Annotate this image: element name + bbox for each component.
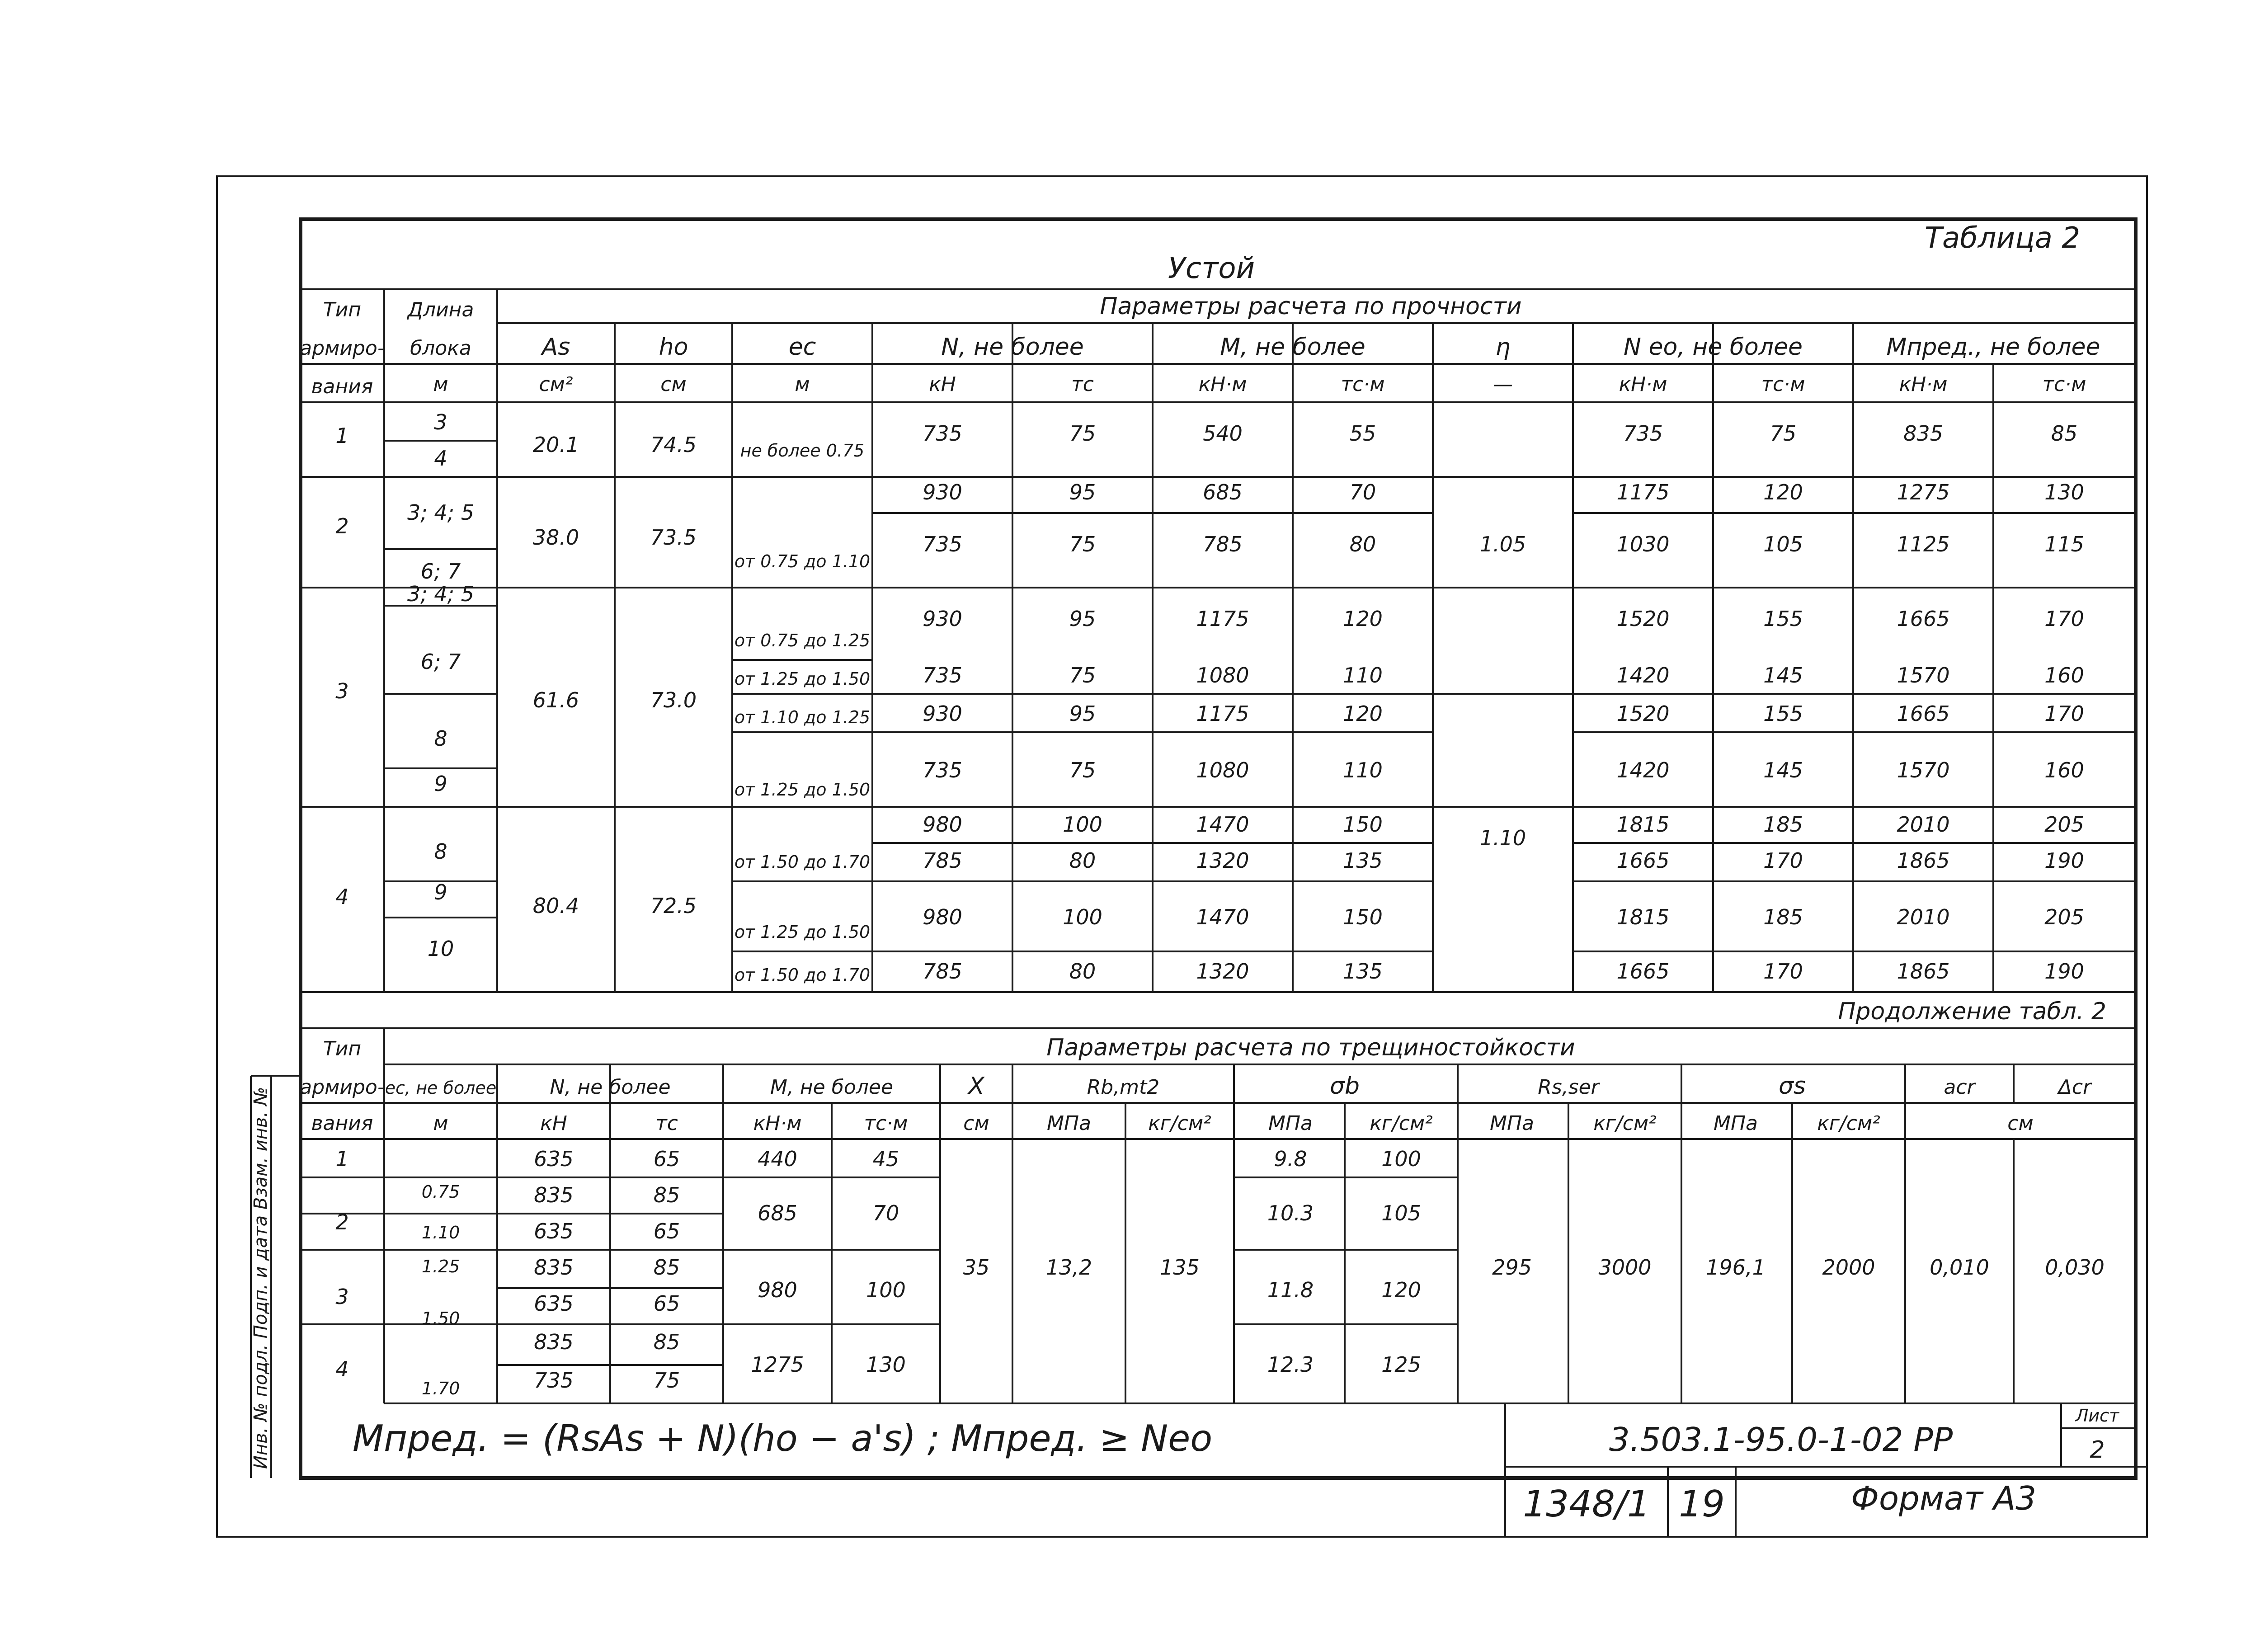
unit-cell: МПа	[1046, 1112, 1092, 1135]
svg-text:X: X	[968, 1073, 984, 1100]
ec-cell: 1.10	[421, 1223, 460, 1243]
value-cell: 1320	[1196, 959, 1249, 984]
unit-cell: кН·м	[753, 1112, 802, 1135]
strength-table-units	[433, 373, 2086, 396]
value-cell: 160	[2044, 663, 2084, 687]
length-cell: 8	[434, 726, 447, 751]
sheet-label: Лист	[2075, 1406, 2119, 1426]
type-cell: 2	[335, 514, 349, 538]
value-cell: 170	[2044, 701, 2084, 726]
ec-cell: от 0.75 до 1.25	[734, 631, 871, 650]
value-cell: 735	[923, 758, 962, 782]
sb-cell: 100	[1381, 1147, 1421, 1171]
strength-table-body	[335, 410, 2084, 985]
value-cell: 1470	[1196, 812, 1249, 837]
table-title: Устой	[1168, 252, 1255, 285]
value-cell: 785	[923, 848, 962, 873]
svg-text:армиро-: армиро-	[300, 337, 385, 360]
unit-cell: кН·м	[1198, 373, 1247, 396]
value-cell: 130	[2044, 480, 2084, 504]
eta-cell: 1.10	[1479, 826, 1526, 850]
svg-text:Δcr: Δcr	[2058, 1076, 2091, 1099]
length-cell: 4	[434, 446, 447, 471]
value-cell: 75	[1069, 532, 1096, 556]
n-cell: 65	[653, 1147, 680, 1171]
value-cell: 1175	[1196, 607, 1249, 631]
m-cell: 45	[872, 1147, 899, 1171]
value-cell: 95	[1069, 701, 1096, 726]
value-cell: 1570	[1897, 663, 1950, 687]
ho-cell: 73.5	[650, 525, 697, 550]
unit-cell: м	[795, 373, 810, 396]
sheet-border	[217, 176, 2147, 1537]
rb-cell: 135	[1160, 1255, 1200, 1280]
value-cell: 205	[2044, 905, 2084, 929]
unit-cell: тс	[1071, 373, 1094, 396]
length-cell: 6; 7	[420, 559, 461, 584]
type-cell: 4	[335, 885, 349, 909]
value-cell: 1275	[1897, 480, 1950, 504]
value-cell: 205	[2044, 812, 2084, 837]
value-cell: 930	[923, 480, 962, 504]
value-cell: 110	[1343, 663, 1383, 687]
svg-text:вания: вания	[311, 375, 373, 398]
n-cell: 635	[534, 1291, 574, 1316]
n-cell: 635	[534, 1219, 574, 1243]
ec-cell: от 1.50 до 1.70	[734, 852, 871, 872]
unit-cell: МПа	[1489, 1112, 1535, 1135]
value-cell: 1320	[1196, 848, 1249, 873]
value-cell: 100	[1063, 905, 1102, 929]
ec-cell: от 1.10 до 1.25	[734, 707, 871, 727]
ec-cell: от 1.25 до 1.50	[734, 780, 871, 800]
n-cell: 635	[534, 1147, 574, 1171]
svg-text:ec, не более: ec, не более	[385, 1078, 497, 1098]
side-label: Инв. № подл. Подп. и дата Взам. инв. №	[250, 1087, 271, 1469]
value-cell: 1125	[1897, 532, 1950, 556]
ec-cell: 1.25	[421, 1257, 460, 1276]
svg-text:M, не более: M, не более	[1220, 334, 1365, 361]
doc-code: 3.503.1-95.0-1-02 РР	[1609, 1421, 1953, 1459]
value-cell: 120	[1763, 480, 1803, 504]
n-cell: 85	[653, 1183, 680, 1207]
value-cell: 80	[1349, 532, 1376, 556]
sb-cell: 120	[1381, 1278, 1421, 1302]
unit-cell: тс	[655, 1112, 678, 1135]
value-cell: 735	[923, 532, 962, 556]
unit-cell: кН	[929, 373, 956, 396]
acr-cell: 0,010	[1930, 1255, 1989, 1280]
value-cell: 80	[1069, 959, 1096, 984]
ec-cell: 0.75	[421, 1182, 460, 1202]
unit-cell: см	[2007, 1112, 2034, 1135]
value-cell: 75	[1069, 758, 1096, 782]
ec-cell: 1.70	[421, 1379, 460, 1398]
n-cell: 835	[534, 1330, 574, 1354]
value-cell: 1420	[1616, 758, 1670, 782]
sb-cell: 105	[1381, 1201, 1421, 1225]
value-cell: 1420	[1616, 663, 1670, 687]
value-cell: 785	[1203, 532, 1243, 556]
value-cell: 190	[2044, 959, 2084, 984]
m-cell: 440	[758, 1147, 797, 1171]
ss-cell: 196,1	[1706, 1255, 1766, 1280]
svg-text:Длина: Длина	[407, 298, 474, 321]
format-label: Формат А3	[1850, 1479, 2037, 1517]
unit-cell: тс·м	[2042, 373, 2086, 396]
unit-cell: тс·м	[864, 1112, 908, 1135]
continuation-label: Продолжение табл. 2	[1838, 998, 2106, 1025]
type-cell: 3	[335, 679, 349, 703]
length-cell: 9	[434, 880, 447, 904]
n-cell: 835	[534, 1255, 574, 1280]
unit-cell: кН·м	[1619, 373, 1667, 396]
unit-cell: тс·м	[1761, 373, 1805, 396]
m-cell: 685	[758, 1201, 797, 1225]
n-cell: 65	[653, 1291, 680, 1316]
length-cell: 8	[434, 839, 447, 864]
value-cell: 2010	[1897, 905, 1950, 929]
svg-text:M, не более: M, не более	[770, 1076, 894, 1099]
value-cell: 150	[1343, 812, 1383, 837]
as-cell: 20.1	[532, 433, 579, 457]
value-cell: 55	[1349, 421, 1376, 446]
m-cell: 100	[866, 1278, 906, 1302]
ss-cell: 2000	[1822, 1255, 1875, 1280]
strength-header: Параметры расчета по прочности	[1100, 293, 1522, 320]
sb-cell: 125	[1381, 1352, 1421, 1377]
ec-cell: не более 0.75	[740, 441, 865, 461]
value-cell: 190	[2044, 848, 2084, 873]
value-cell: 160	[2044, 758, 2084, 782]
sb-cell: 12.3	[1267, 1352, 1314, 1377]
value-cell: 1570	[1897, 758, 1950, 782]
as-cell: 38.0	[532, 525, 579, 550]
n-cell: 835	[534, 1183, 574, 1207]
n-cell: 65	[653, 1219, 680, 1243]
length-cell: 9	[434, 772, 447, 796]
value-cell: 785	[923, 959, 962, 984]
length-cell: 3; 4; 5	[407, 500, 475, 525]
ho-cell: 74.5	[650, 433, 697, 457]
value-cell: 135	[1343, 959, 1383, 984]
value-cell: 155	[1763, 607, 1803, 631]
value-cell: 185	[1763, 812, 1803, 837]
ho-cell: 72.5	[650, 894, 697, 918]
unit-cell: см²	[539, 373, 573, 396]
unit-cell: —	[1493, 373, 1513, 396]
value-cell: 1520	[1616, 607, 1670, 631]
svg-text:As: As	[541, 334, 570, 361]
value-cell: 980	[923, 905, 962, 929]
value-cell: 100	[1063, 812, 1102, 837]
value-cell: 1175	[1616, 480, 1670, 504]
value-cell: 685	[1203, 480, 1243, 504]
formula: Мпред. = (RsAs + N)(ho − a's) ; Мпред. ≥ Neo	[353, 1417, 1213, 1459]
value-cell: 145	[1763, 663, 1803, 687]
value-cell: 75	[1069, 421, 1096, 446]
value-cell: 735	[923, 421, 962, 446]
unit-cell: кН·м	[1899, 373, 1948, 396]
value-cell: 75	[1770, 421, 1797, 446]
value-cell: 2010	[1897, 812, 1950, 837]
m-cell: 1275	[751, 1352, 804, 1377]
svg-text:N eo, не более: N eo, не более	[1624, 334, 1803, 361]
type-cell: 4	[335, 1357, 349, 1381]
crack-header: Параметры расчета по трещиностойкости	[1046, 1034, 1575, 1061]
svg-text:σs: σs	[1778, 1073, 1806, 1100]
dcr-cell: 0,030	[2045, 1255, 2105, 1280]
value-cell: 110	[1343, 758, 1383, 782]
value-cell: 75	[1069, 663, 1096, 687]
svg-text:Тип: Тип	[323, 1037, 362, 1060]
rs-cell: 295	[1492, 1255, 1532, 1280]
svg-text:η: η	[1495, 334, 1511, 361]
value-cell: 1175	[1196, 701, 1249, 726]
value-cell: 85	[2051, 421, 2078, 446]
sheet-number: 2	[2090, 1436, 2105, 1464]
length-cell: 10	[427, 937, 454, 961]
type-cell: 1	[335, 1147, 349, 1171]
length-cell: 6; 7	[420, 650, 461, 674]
svg-text:N, не более: N, не более	[550, 1076, 671, 1099]
ec-cell: от 1.50 до 1.70	[734, 965, 871, 985]
archive-number: 1348/1	[1523, 1483, 1650, 1525]
ec-cell: 1.50	[421, 1308, 460, 1328]
svg-text:Тип: Тип	[323, 298, 362, 321]
length-cell: 3; 4; 5	[407, 582, 475, 606]
sb-cell: 10.3	[1267, 1201, 1314, 1225]
value-cell: 835	[1903, 421, 1943, 446]
n-cell: 735	[534, 1368, 574, 1393]
m-cell: 130	[866, 1352, 906, 1377]
value-cell: 930	[923, 607, 962, 631]
value-cell: 930	[923, 701, 962, 726]
value-cell: 1520	[1616, 701, 1670, 726]
value-cell: 540	[1203, 421, 1243, 446]
svg-text:ho: ho	[659, 334, 688, 361]
m-cell: 70	[872, 1201, 899, 1225]
value-cell: 80	[1069, 848, 1096, 873]
rb-cell: 13,2	[1045, 1255, 1092, 1280]
value-cell: 1665	[1616, 959, 1670, 984]
type-cell: 1	[335, 424, 349, 448]
unit-cell: тс·м	[1341, 373, 1385, 396]
x-cell: 35	[963, 1255, 990, 1280]
unit-cell: кг/см²	[1817, 1112, 1880, 1135]
unit-cell: МПа	[1713, 1112, 1758, 1135]
sb-cell: 11.8	[1267, 1278, 1314, 1302]
value-cell: 70	[1349, 480, 1376, 504]
value-cell: 1865	[1897, 959, 1950, 984]
svg-text:N, не более: N, не более	[941, 334, 1084, 361]
value-cell: 1080	[1196, 663, 1249, 687]
value-cell: 120	[1343, 607, 1383, 631]
value-cell: 105	[1763, 532, 1803, 556]
value-cell: 155	[1763, 701, 1803, 726]
as-cell: 61.6	[532, 688, 579, 712]
eta-cell: 1.05	[1479, 532, 1526, 556]
unit-cell: см	[963, 1112, 989, 1135]
value-cell: 735	[923, 663, 962, 687]
value-cell: 95	[1069, 607, 1096, 631]
unit-cell: кг/см²	[1370, 1112, 1433, 1135]
svg-text:вания: вания	[311, 1112, 373, 1135]
value-cell: 95	[1069, 480, 1096, 504]
value-cell: 115	[2044, 532, 2084, 556]
table-label: Таблица 2	[1924, 221, 2081, 255]
page-number: 19	[1679, 1483, 1725, 1525]
value-cell: 1665	[1897, 701, 1950, 726]
n-cell: 85	[653, 1255, 680, 1280]
value-cell: 135	[1343, 848, 1383, 873]
svg-text:Rb,mt2: Rb,mt2	[1087, 1076, 1160, 1099]
value-cell: 150	[1343, 905, 1383, 929]
as-cell: 80.4	[532, 894, 579, 918]
length-cell: 3	[434, 410, 447, 434]
ec-cell: от 1.25 до 1.50	[734, 669, 871, 689]
value-cell: 980	[923, 812, 962, 837]
title-block	[1505, 1403, 2147, 1537]
type-cell: 2	[335, 1210, 349, 1234]
value-cell: 1030	[1616, 532, 1670, 556]
value-cell: 735	[1623, 421, 1663, 446]
crack-table-body	[335, 1147, 2104, 1398]
rs-cell: 3000	[1598, 1255, 1652, 1280]
svg-text:Мпред., не более: Мпред., не более	[1886, 334, 2100, 361]
svg-text:Rs,ser: Rs,ser	[1538, 1076, 1599, 1099]
value-cell: 1865	[1897, 848, 1950, 873]
sb-cell: 9.8	[1274, 1147, 1307, 1171]
unit-cell: кН	[540, 1112, 567, 1135]
unit-cell: кг/см²	[1593, 1112, 1657, 1135]
svg-text:блока: блока	[410, 337, 471, 360]
value-cell: 1470	[1196, 905, 1249, 929]
n-cell: 85	[653, 1330, 680, 1354]
type-cell: 3	[335, 1285, 349, 1309]
value-cell: 1665	[1616, 848, 1670, 873]
ho-cell: 73.0	[650, 688, 697, 712]
ec-cell: от 1.25 до 1.50	[734, 922, 871, 942]
svg-text:армиро-: армиро-	[300, 1076, 385, 1099]
ec-cell: от 0.75 до 1.10	[734, 551, 871, 571]
unit-cell: м	[433, 373, 448, 396]
svg-text:ec: ec	[788, 334, 816, 361]
side-stamp	[250, 1076, 301, 1478]
value-cell: 1080	[1196, 758, 1249, 782]
unit-cell: см	[660, 373, 687, 396]
value-cell: 1665	[1897, 607, 1950, 631]
value-cell: 170	[2044, 607, 2084, 631]
unit-cell: МПа	[1268, 1112, 1313, 1135]
value-cell: 185	[1763, 905, 1803, 929]
svg-text:σb: σb	[1330, 1073, 1360, 1100]
unit-cell: м	[433, 1112, 448, 1135]
value-cell: 120	[1343, 701, 1383, 726]
n-cell: 75	[653, 1368, 680, 1393]
m-cell: 980	[758, 1278, 797, 1302]
unit-cell: кг/см²	[1148, 1112, 1211, 1135]
value-cell: 1815	[1616, 905, 1670, 929]
value-cell: 1815	[1616, 812, 1670, 837]
svg-text:acr: acr	[1944, 1076, 1975, 1099]
value-cell: 170	[1763, 959, 1803, 984]
value-cell: 170	[1763, 848, 1803, 873]
value-cell: 145	[1763, 758, 1803, 782]
